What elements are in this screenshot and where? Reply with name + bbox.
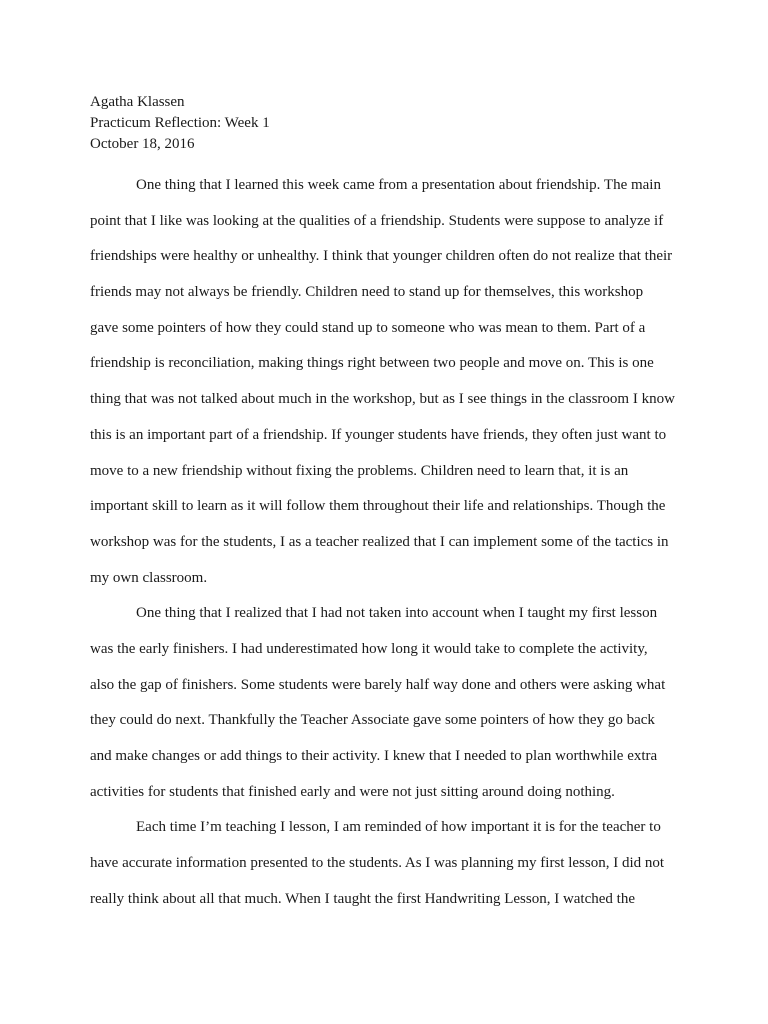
paragraph-2-line: they could do next. Thankfully the Teacher Associate gave some pointers of how they go back xyxy=(90,712,655,729)
paragraph-3-line: Each time I’m teaching I lesson, I am reminded of how important it is for the teacher to xyxy=(136,819,661,836)
paragraph-1-line: friendship is reconciliation, making things right between two people and move on. This is one xyxy=(90,355,654,372)
paragraph-1-line: gave some pointers of how they could stand up to someone who was mean to them. Part of a xyxy=(90,319,646,336)
document-body xyxy=(90,173,730,922)
document-header xyxy=(90,92,690,155)
paragraph-2-line: activities for students that finished early and were not just sitting around doing nothing. xyxy=(90,783,615,800)
paragraph-1-line: move to a new friendship without fixing the problems. Children need to learn that, it is an xyxy=(90,462,629,479)
paragraph-2-line: was the early finishers. I had underestimated how long it would take to complete the activity, xyxy=(90,640,648,657)
author-name: Agatha Klassen xyxy=(90,94,185,110)
paragraph-1-line: One thing that I learned this week came from a presentation about friendship. The main xyxy=(136,177,661,193)
paragraph-1-line: friendships were healthy or unhealthy. I think that younger children often do not realize that their xyxy=(90,248,673,265)
paragraph-1-line: point that I like was looking at the qualities of a friendship. Students were suppose to analyze if xyxy=(90,212,664,229)
paragraph-3-line: really think about all that much. When I taught the first Handwriting Lesson, I watched the xyxy=(90,890,635,907)
paragraph-2-line: also the gap of finishers. Some students were barely half way done and others were asking what xyxy=(90,676,666,693)
paragraph-2-line: and make changes or add things to their activity. I knew that I needed to plan worthwhile extra xyxy=(90,748,658,764)
document-date: October 18, 2016 xyxy=(90,136,195,152)
paragraph-1-line: friends may not always be friendly. Children need to stand up for themselves, this workshop xyxy=(90,284,644,301)
paragraph-1-line: important skill to learn as it will follow them throughout their life and relationships. Though the xyxy=(90,498,666,515)
paragraph-1-line: thing that was not talked about much in the workshop, but as I see things in the classroom I know xyxy=(90,391,675,408)
paragraph-1-line: workshop was for the students, I as a teacher realized that I can implement some of the tactics in xyxy=(90,533,669,550)
course-title: Practicum Reflection: Week 1 xyxy=(90,115,270,131)
paragraph-3-line: have accurate information presented to the students. As I was planning my first lesson, I did not xyxy=(90,855,665,872)
paragraph-2-line: One thing that I realized that I had not taken into account when I taught my first lesson xyxy=(136,605,658,622)
paragraph-1-line: my own classroom. xyxy=(90,569,208,586)
paragraph-1-line: this is an important part of a friendship. If younger students have friends, they often just want to xyxy=(90,426,667,443)
